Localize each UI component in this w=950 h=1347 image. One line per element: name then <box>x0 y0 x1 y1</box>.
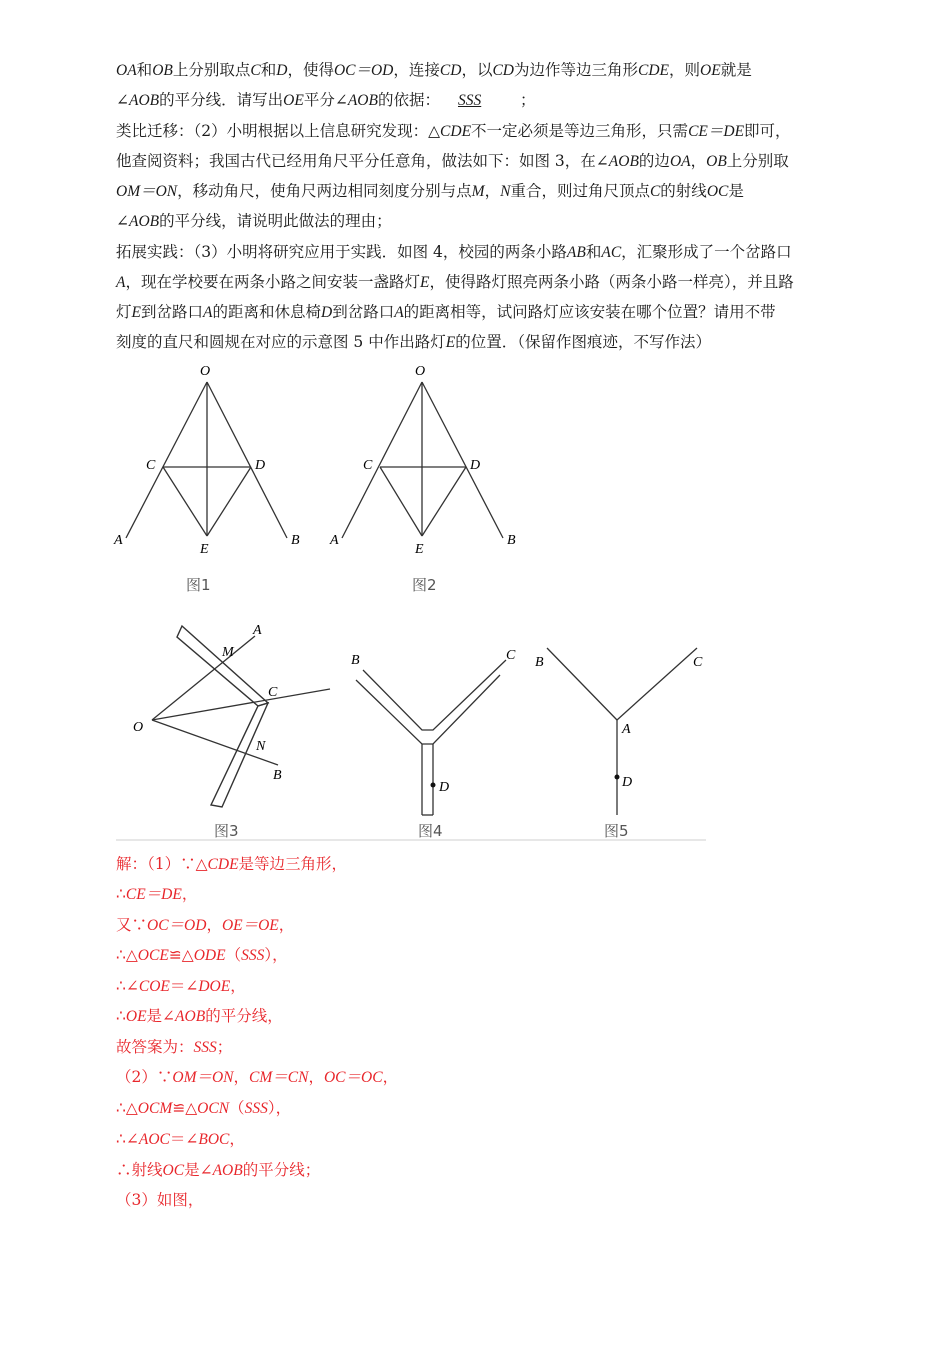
text: OCM <box>137 1100 173 1117</box>
text: （3）如图， <box>116 1191 204 1209</box>
text: AOB <box>175 1008 206 1025</box>
fig4-label-D: D <box>439 780 450 795</box>
text: ，连接 <box>393 61 440 79</box>
text: CM＝CN <box>249 1069 309 1086</box>
text: D <box>320 304 333 321</box>
text: 到岔路口 <box>332 303 395 321</box>
text: ，使得路灯照亮两条小路（两条小路一样亮），并且路 <box>429 273 794 291</box>
text: AOB <box>212 1162 243 1179</box>
fig5-label-C: C <box>693 655 703 670</box>
figure-4 <box>356 660 506 815</box>
text: 平分∠ <box>303 91 348 109</box>
text: 刻度的直尺和圆规在对应的示意图 5 中作出路灯 <box>116 333 446 351</box>
text: OCE <box>137 947 169 964</box>
text: ， <box>230 977 246 995</box>
text: OE <box>283 92 304 109</box>
text: OM＝ON <box>172 1069 234 1086</box>
text: 上分别取 <box>726 152 789 170</box>
text: ∠ <box>116 212 129 230</box>
text: 重合，则过角尺顶点 <box>510 182 650 200</box>
text: CDE <box>440 123 472 140</box>
text: ； <box>216 1038 233 1056</box>
text: 的依据： <box>377 91 440 109</box>
text: OCN <box>197 1100 230 1117</box>
solution-line-8 <box>116 1067 398 1088</box>
text: OB <box>706 153 727 170</box>
text: ）， <box>264 946 288 964</box>
fig3-label-O: O <box>133 720 144 735</box>
fig3-label-M: M <box>222 645 234 660</box>
text: OE <box>125 1008 147 1025</box>
fig2-label-E: E <box>415 542 424 557</box>
solution-line-1 <box>116 854 347 875</box>
fig5-label-D: D <box>622 775 633 790</box>
fig2-label-B: B <box>507 533 516 548</box>
fig1-label-D: D <box>255 458 266 473</box>
text: OE＝OE <box>221 917 279 934</box>
text: 他查阅资料；我国古代已经用角尺平分任意角，做法如下：如图 3，在∠ <box>116 152 609 170</box>
text: 的平分线．请写出 <box>159 91 284 109</box>
text: OC <box>706 183 729 200</box>
text: 的距离和休息椅 <box>212 303 321 321</box>
text: ， <box>278 916 295 934</box>
solution-line-4 <box>116 945 288 966</box>
text: E <box>419 274 430 291</box>
fig1-label-B: B <box>291 533 300 548</box>
text: OC＝OD <box>147 917 207 934</box>
text: 的位置．（保留作图痕迹，不写作法） <box>455 333 711 351</box>
text: ∴ <box>116 1007 126 1025</box>
text: ≌△ <box>168 946 194 964</box>
text: 和 <box>585 243 602 261</box>
text: 的距离相等，试问路灯应该安装在哪个位置？请用不带 <box>403 303 776 321</box>
text: ， <box>484 182 501 200</box>
text: A <box>394 304 404 321</box>
fig2-label-O: O <box>415 364 426 379</box>
text: 不一定必须是等边三角形，只需 <box>471 122 689 140</box>
text: ， <box>206 916 222 934</box>
fig4-point-D <box>431 783 436 788</box>
text: CDE <box>207 856 239 873</box>
text: ，移动角尺，使角尺两边相同刻度分别与点 <box>177 182 472 200</box>
text: ∠ <box>116 91 129 109</box>
text: ∴∠ <box>116 1130 139 1148</box>
fig3-caption: 图3 <box>214 822 239 840</box>
fig1-label-O: O <box>200 364 211 379</box>
text: OC <box>162 1162 185 1179</box>
answer-blank-value: SSS <box>457 92 482 109</box>
text: OE <box>700 62 721 79</box>
text: SSS <box>241 947 265 964</box>
solution-line-11 <box>116 1160 320 1181</box>
text: E <box>131 304 141 321</box>
text: ≌△ <box>172 1099 198 1117</box>
text: 到岔路口 <box>140 303 203 321</box>
text: AOB <box>608 153 639 170</box>
text: DOE <box>198 978 231 995</box>
solution-line-12 <box>116 1190 203 1210</box>
text: 拓展实践：（3）小明将研究应用于实践．如图 4，校园的两条小路 <box>116 243 567 261</box>
text: A <box>203 304 213 321</box>
text: 是∠ <box>146 1007 176 1025</box>
text: D <box>276 62 288 79</box>
text: ， <box>233 1068 250 1086</box>
solution-line-10 <box>116 1129 245 1150</box>
text: C <box>649 183 661 200</box>
text: （ <box>229 1099 245 1117</box>
text: 故答案为： <box>116 1038 194 1056</box>
text: 就是 <box>720 61 752 79</box>
fig1-label-A: A <box>114 533 123 548</box>
text: ＝∠ <box>169 977 199 995</box>
fig1-label-C: C <box>146 458 156 473</box>
text: M <box>471 183 485 200</box>
text: ， <box>382 1068 399 1086</box>
text: ）， <box>267 1099 292 1117</box>
text: OC＝OC <box>323 1069 383 1086</box>
figure-3 <box>152 626 330 807</box>
text: A <box>116 274 126 291</box>
text: 和 <box>136 61 153 79</box>
text: CD <box>439 62 462 79</box>
text: ∴△ <box>116 946 138 964</box>
fig2-caption: 图2 <box>412 576 437 594</box>
fig4-label-B: B <box>351 653 360 668</box>
text: 是等边三角形， <box>238 855 348 873</box>
text: 为边作等边三角形 <box>514 61 639 79</box>
text: CE＝DE <box>688 123 745 140</box>
text: 上分别取点 <box>172 61 251 79</box>
text: C <box>250 62 261 79</box>
text: 类比迁移：（2）小明根据以上信息研究发现：△ <box>116 122 441 140</box>
text: ODE <box>193 947 226 964</box>
text: COE <box>138 978 170 995</box>
fig3-label-C: C <box>268 685 278 700</box>
text: AC <box>601 244 622 261</box>
solution-line-7 <box>116 1037 232 1058</box>
text: N <box>500 183 511 200</box>
text: BOC <box>198 1131 230 1148</box>
text: ＝∠ <box>169 1130 199 1148</box>
text: ∴射线 <box>116 1161 163 1179</box>
solution-line-3 <box>116 915 294 936</box>
text: E <box>445 334 456 351</box>
text: 灯 <box>116 303 132 321</box>
text: OB <box>152 62 173 79</box>
text: OA <box>669 153 691 170</box>
fig4-label-C: C <box>506 648 516 663</box>
fig3-label-N: N <box>256 739 266 754</box>
fig2-label-C: C <box>363 458 373 473</box>
text: ，则 <box>669 61 701 79</box>
text: SSS <box>244 1100 268 1117</box>
text: ； <box>519 91 536 109</box>
fig2-label-D: D <box>470 458 481 473</box>
text: ，汇聚形成了一个岔路口 <box>621 243 792 261</box>
text: （ <box>225 946 242 964</box>
text: ， <box>690 152 707 170</box>
fig1-caption: 图1 <box>186 576 211 594</box>
text: OM＝ON <box>116 183 178 200</box>
text: ∴∠ <box>116 977 139 995</box>
text: ，使得 <box>287 61 334 79</box>
text: SSS <box>193 1039 217 1056</box>
solution-line-5 <box>116 976 246 997</box>
solution-line-6 <box>116 1006 283 1027</box>
text: AOB <box>347 92 378 109</box>
text: AOC <box>138 1131 170 1148</box>
text: ∴ <box>116 885 126 903</box>
text: 的平分线； <box>242 1161 321 1179</box>
fig2-label-A: A <box>330 533 339 548</box>
text: 的平分线，请说明此做法的理由； <box>159 212 392 230</box>
text: 和 <box>260 61 277 79</box>
fig5-label-B: B <box>535 655 544 670</box>
fig3-label-B: B <box>273 768 282 783</box>
solution-line-9 <box>116 1098 291 1119</box>
text: AB <box>566 244 586 261</box>
text: 即可， <box>744 122 791 140</box>
text: ∴△ <box>116 1099 138 1117</box>
text: ，以 <box>461 61 493 79</box>
text: 的射线 <box>660 182 707 200</box>
text: CDE <box>638 62 670 79</box>
fig5-caption: 图5 <box>604 822 629 840</box>
text: ， <box>181 885 198 903</box>
text: OA <box>116 62 137 79</box>
fig5-point-D <box>615 775 620 780</box>
text: 是 <box>728 182 744 200</box>
text: ， <box>308 1068 324 1086</box>
fig5-label-A: A <box>622 722 631 737</box>
text: ，现在学校要在两条小路之间安装一盏路灯 <box>125 273 420 291</box>
text: 是∠ <box>184 1161 213 1179</box>
text: （2）∵ <box>116 1068 173 1086</box>
text: 的边 <box>638 152 670 170</box>
text: 又∵ <box>116 916 148 934</box>
text: CD <box>492 62 514 79</box>
fig1-label-E: E <box>200 542 209 557</box>
text: 的平分线， <box>205 1007 283 1025</box>
text: AOB <box>129 92 160 109</box>
text: 解：（1）∵△ <box>116 855 208 873</box>
fig3-label-A: A <box>253 623 262 638</box>
text: AOB <box>129 213 160 230</box>
text: OC＝OD <box>333 62 394 79</box>
text: CE＝DE <box>125 886 182 903</box>
fig4-caption: 图4 <box>418 822 443 840</box>
solution-line-2 <box>116 884 197 905</box>
text: ， <box>229 1130 245 1148</box>
